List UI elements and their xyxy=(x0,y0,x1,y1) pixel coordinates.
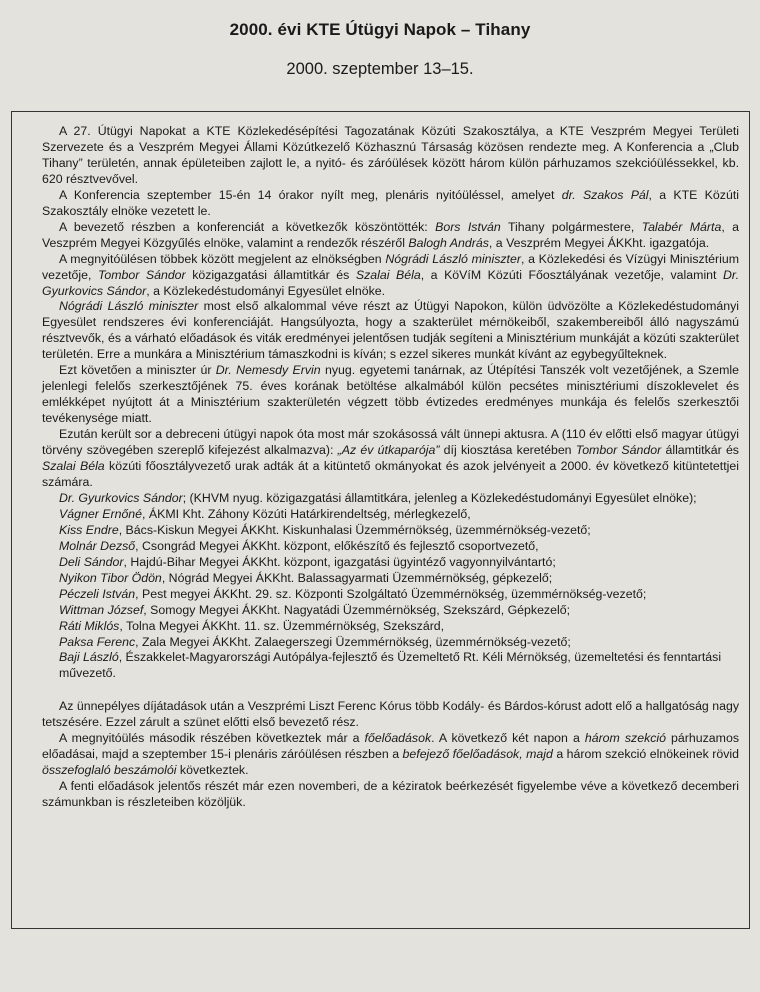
paragraph xyxy=(42,252,739,300)
text-run: , Csongrád Megyei ÁKKht. központ, előkészítő és fejlesztő csoportvezető, xyxy=(135,538,539,553)
text-run: Tihany polgármestere, xyxy=(500,219,642,234)
text-run: , Somogy Megyei ÁKKht. Nagyatádi Üzemmérnökség, Szekszárd, Gépkezelő; xyxy=(143,602,571,617)
text-run: államtitkár és xyxy=(661,443,739,458)
text-run: most első alkalommal véve részt az Útügyi Napokon, külön üdvözölte a Közlekedéstudományi Egyesület rendszeres évi konferenciáját. Hangsúlyozta, hogy a szakterület mérnökeiből, szakembereiből álló nagyszámú résztvevők, és a várható előadások és viták eredményei jelentősen tudják segíteni a Minisztérium munkáját a közúti szakterület területén. Erre a munkára a Minisztérium támaszkodni is kíván; s ezzel sikeres munkát kívánt az egybegyűlteknek. xyxy=(42,299,739,362)
emphasized-text: Dr. Gyurkovics Sándor xyxy=(59,490,183,505)
article-title: 2000. évi KTE Útügyi Napok – Tihany xyxy=(229,20,531,39)
emphasized-text: főelőadások xyxy=(364,731,432,746)
text-run: következtek. xyxy=(176,763,249,778)
awardee-entry xyxy=(42,539,739,555)
emphasized-text: Szalai Béla xyxy=(42,459,105,474)
text-run: , Északkelet-Magyarországi Autópálya-fejlesztő és Üzemeltető Rt. Kéli Mérnökség, üzemeltetési és fenntartási művezető. xyxy=(59,650,722,681)
awardee-entry xyxy=(42,619,739,635)
closing-paragraph xyxy=(42,699,739,731)
text-run: közúti főosztályvezető urak adták át a kitüntető okmányokat és azok jelvényeit a 2000. év következő kitüntetettjei számára. xyxy=(42,459,740,489)
emphasized-text: Deli Sándor xyxy=(59,554,124,569)
text-run: , ÁKMI Kht. Záhony Közúti Határkirendeltség, mérlegkezelő, xyxy=(142,506,471,521)
text-run: A megnyitóülés második részében következtek már a xyxy=(59,731,365,746)
awardee-entry xyxy=(42,603,739,619)
text-run: A 27. Útügyi Napokat a KTE Közlekedésépítési Tagozatának Közúti Szakosztálya, a KTE Veszprém Megyei Területi Szervezete és a Veszprém Megyei Állami Közútkezelő Közhasznú Társaság közösen rendezte meg. A Konferencia a „Club Tihany” területén, annak épületeiben zajlott le, a nyitó- és záróülések között három külön párhuzamos szekcióüléssekkel, kb. 620 résztvevővel. xyxy=(42,124,739,186)
awardee-entry xyxy=(42,491,739,507)
text-run: A fenti előadások jelentős részét már ezen novemberi, de a kéziratok beérkezését figyelembe véve a következő decemberi számunkban is részleteiben közöljük. xyxy=(42,779,739,810)
awardee-list xyxy=(42,491,739,682)
emphasized-text: Dr. Gyurkovics Sándor xyxy=(42,267,739,298)
text-run: díj kiosztása keretében xyxy=(439,443,576,458)
emphasized-text: Ráti Miklós xyxy=(59,618,120,633)
intro-paragraphs xyxy=(42,124,739,491)
paragraph xyxy=(42,427,739,491)
emphasized-text: dr. Szakos Pál xyxy=(561,187,649,202)
text-run: , a Közlekedéstudományi Egyesület elnöke. xyxy=(146,283,386,298)
text-run: Az ünnepélyes díjátadások után a Veszprémi Liszt Ferenc Kórus több Kodály- és Bárdos-kórust adott elő a hallgatóság nagy tetszésére. Ezzel zárult a szünet előtti első bevezető rész. xyxy=(42,699,739,730)
emphasized-text: Baji László xyxy=(59,650,119,665)
text-run: , Tolna Megyei ÁKKht. 11. sz. Üzemmérnökség, Szekszárd, xyxy=(119,618,445,633)
article-date: 2000. szeptember 13–15. xyxy=(286,60,474,78)
closing-paragraphs xyxy=(42,699,739,811)
emphasized-text: Dr. Nemesdy Ervin xyxy=(215,363,321,378)
text-run: nyug. egyetemi tanárnak, az Útépítési Tanszék volt vezetőjének, a Szemle jelenlegi felelős szerkesztőjének 75. éves korának betöltése alkalmából külön pecsétes minisztériumi díszoklevelet és emlékképet nyújtott át a Minisztérium szakterületén végzett több évtizedes eredményes munkája és felelős szerkesztői tevékenysége miatt. xyxy=(42,363,739,426)
awardee-entry xyxy=(42,650,739,682)
text-run: . A következő két napon a xyxy=(431,731,585,746)
text-run: Ezután került sor a debreceni útügyi napok óta most már szokásossá vált ünnepi aktusra. A (110 év előtti első magyar útügyi törvény szövegében szereplő kifejezést alkalmazva): xyxy=(42,427,739,458)
awardee-entry xyxy=(42,523,739,539)
text-run: , Pest megyei ÁKKht. 29. sz. Központi Szolgáltató Üzemmérnökség, üzemmérnökség-vezető; xyxy=(135,586,647,601)
text-run: , a KöVíM Közúti Főosztályának vezetője, valamint xyxy=(420,267,723,282)
text-run: , a Veszprém Megyei Közgyűlés elnöke, valamint a rendezők részéről xyxy=(42,219,739,250)
emphasized-text: Bors István xyxy=(435,219,501,234)
emphasized-text: Szalai Béla xyxy=(355,267,421,282)
closing-paragraph xyxy=(42,779,739,811)
text-run: párhuzamos előadásai, majd a szeptember 15-i plenáris záróülésen részben a xyxy=(42,731,739,762)
text-run: ; (KHVM nyug. közigazgatási államtitkára, jelenleg a Közlekedéstudományi Egyesület elnöke); xyxy=(182,490,697,505)
emphasized-text: Molnár Dezső xyxy=(59,538,136,553)
text-run: közigazgatási államtitkár és xyxy=(185,267,356,282)
emphasized-text: összefoglaló beszámolói xyxy=(42,763,177,778)
text-run: , Nógrád Megyei ÁKKht. Balassagyarmati Üzemmérnökség, gépkezelő; xyxy=(161,570,553,585)
awardee-entry xyxy=(42,587,739,603)
text-run: , Hajdú-Bihar Megyei ÁKKht. központ, igazgatási ügyintéző vagyonnyilvántartó; xyxy=(123,554,556,569)
emphasized-text: „Az év útkaparója” xyxy=(337,443,440,458)
text-run: a három szekció elnökeinek rövid xyxy=(552,747,739,762)
awardee-entry xyxy=(42,571,739,587)
paragraph xyxy=(42,220,739,252)
emphasized-text: Nógrádi László miniszter xyxy=(59,299,199,314)
emphasized-text: Kiss Endre xyxy=(59,522,119,537)
emphasized-text: Paksa Ferenc xyxy=(59,634,136,649)
text-run: , a Közlekedési és Vízügyi Minisztérium vezetője, xyxy=(42,251,739,282)
paragraph xyxy=(42,363,739,427)
text-run: , a KTE Közúti Szakosztály elnöke vezetett le. xyxy=(42,187,739,218)
closing-paragraph xyxy=(42,731,739,779)
text-run: A bevezető részben a konferenciát a következők köszöntötték: xyxy=(59,219,436,234)
emphasized-text: Nógrádi László miniszter xyxy=(385,251,521,266)
awardee-entry xyxy=(42,507,739,523)
emphasized-text: Tombor Sándor xyxy=(97,267,186,282)
text-run: A Konferencia szeptember 15-én 14 órakor nyílt meg, plenáris nyitóüléssel, amelyet xyxy=(59,187,562,202)
text-run: Ezt követően a miniszter úr xyxy=(59,363,216,378)
text-run: , Bács-Kiskun Megyei ÁKKht. Kiskunhalasi Üzemmérnökség, üzemmérnökség-vezető; xyxy=(118,522,591,537)
article-text-box xyxy=(11,111,750,929)
emphasized-text: Péczeli István xyxy=(59,586,136,601)
emphasized-text: Balogh András xyxy=(408,235,489,250)
text-run: , Zala Megyei ÁKKht. Zalaegerszegi Üzemmérnökség, üzemmérnökség-vezető; xyxy=(135,634,571,649)
text-run: , a Veszprém Megyei ÁKKht. igazgatója. xyxy=(488,235,710,250)
awardee-entry xyxy=(42,555,739,571)
paragraph xyxy=(42,188,739,220)
awardee-entry xyxy=(42,635,739,651)
emphasized-text: Wittman József xyxy=(59,602,144,617)
emphasized-text: Nyikon Tibor Ödön xyxy=(59,570,162,585)
emphasized-text: Vágner Ernőné xyxy=(59,506,143,521)
emphasized-text: befejező főelőadások, majd xyxy=(402,747,553,762)
paragraph xyxy=(42,124,739,188)
paragraph xyxy=(42,299,739,363)
emphasized-text: Talabér Márta xyxy=(641,219,722,234)
text-run: A megnyitóülésen többek között megjelent az elnökségben xyxy=(59,251,386,266)
emphasized-text: Tombor Sándor xyxy=(575,443,662,458)
emphasized-text: három szekció xyxy=(584,731,667,746)
